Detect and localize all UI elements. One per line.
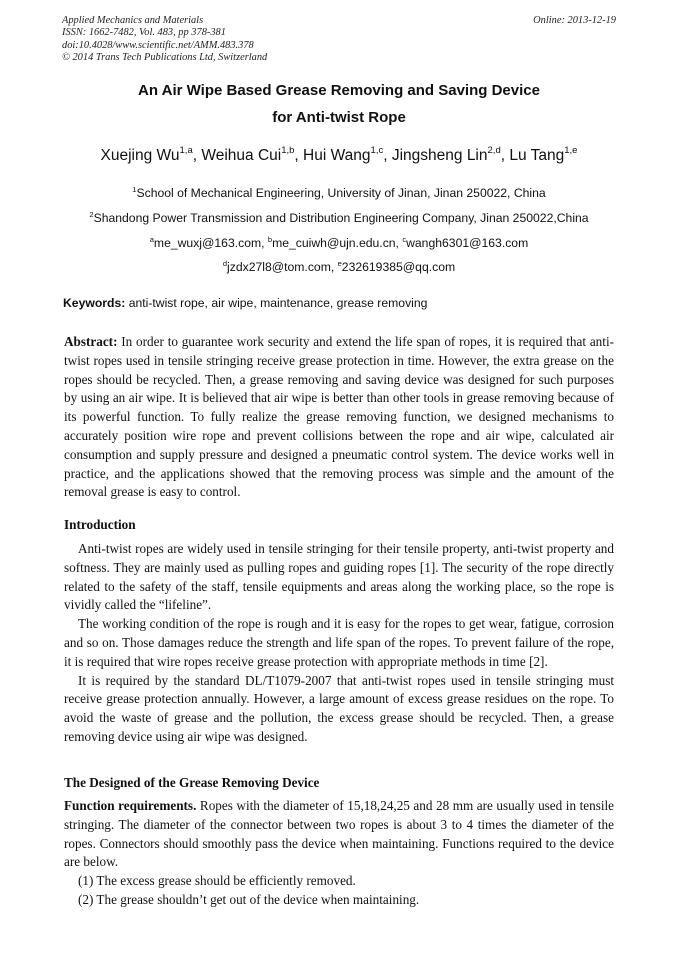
affiliation-text: School of Mechanical Engineering, University of Jinan, Jinan 250022, China bbox=[136, 186, 546, 200]
online-date: Online: 2013-12-19 bbox=[533, 15, 616, 26]
function-requirements-text: Ropes with the diameter of 15,18,24,25 and 28 mm are usually used in tensile stringing. The diameter of the connector between two ropes is about 3 to 4 times the diameter of the ropes. Connectors should smoothly pass the device when maintaining. Functions required to the device are below. bbox=[64, 798, 615, 870]
author-separator: , bbox=[500, 147, 510, 164]
function-requirements-label: Function requirements. bbox=[64, 798, 197, 813]
email-mark: b bbox=[267, 235, 273, 244]
design-body bbox=[64, 797, 614, 910]
affiliation-text: Shandong Power Transmission and Distribution Engineering Company, Jinan 250022,China bbox=[93, 211, 589, 225]
introduction-body bbox=[64, 540, 614, 747]
author-affiliation-mark: 2,d bbox=[487, 145, 501, 156]
author-name: Jingsheng Lin bbox=[391, 147, 488, 164]
paper-title-line-1: An Air Wipe Based Grease Removing and Saving Device bbox=[138, 82, 540, 99]
author bbox=[392, 147, 510, 164]
email-address: wangh6301@163.com bbox=[406, 236, 529, 250]
author-name: Xuejing Wu bbox=[100, 147, 180, 164]
section-heading-introduction: Introduction bbox=[64, 517, 136, 532]
email-mark: a bbox=[149, 235, 154, 244]
author-affiliation-mark: 1,c bbox=[370, 145, 384, 156]
author-name: Weihua Cui bbox=[201, 147, 282, 164]
email-mark: d bbox=[222, 259, 228, 268]
author-name: Hui Wang bbox=[303, 147, 371, 164]
paper-title-line-2: for Anti-twist Rope bbox=[272, 109, 406, 126]
email-address: me_wuxj@163.com, bbox=[153, 236, 268, 250]
affiliation-2 bbox=[0, 211, 678, 225]
affiliation-mark: 1 bbox=[132, 185, 137, 194]
abstract-label: Abstract: bbox=[64, 334, 118, 349]
affiliation-mark: 2 bbox=[89, 210, 94, 219]
journal-issn: ISSN: 1662-7482, Vol. 483, pp 378-381 bbox=[62, 27, 226, 39]
abstract bbox=[64, 333, 614, 502]
author-separator: , bbox=[192, 147, 202, 164]
author-affiliation-mark: 1,e bbox=[564, 145, 578, 156]
requirement-item-2: (2) The grease shouldn’t get out of the device when maintaining. bbox=[78, 891, 420, 907]
keywords bbox=[63, 296, 615, 310]
author-separator: , bbox=[383, 147, 392, 164]
keywords-label: Keywords: bbox=[63, 296, 126, 310]
author bbox=[201, 147, 303, 164]
abstract-text: In order to guarantee work security and extend the life span of ropes, it is required that anti-twist ropes used in tensile stringing receive grease protection in time. However, the extra grease on the ropes should be recycled. Then, a grease removing and saving device was designed for such purposes by using an air wipe. It is believed that air wipe is better than other tools in grease removing because of its powerful function. To fully realize the grease removing function, we designed mechanisms to accurately position wire rope and prevent collisions between the rope and air wipe, calculated air consumption and supply pressure and designed a pneumatic control system. The device works well in practice, and the applications showed that the removing process was simple and the amount of the removal grease is easy to control. bbox=[64, 334, 614, 500]
author-list bbox=[0, 147, 678, 165]
email-address: jzdx27l8@tom.com, bbox=[227, 260, 338, 274]
email-address: me_cuiwh@ujn.edu.cn, bbox=[272, 236, 403, 250]
email-mark: e bbox=[337, 259, 342, 268]
intro-paragraph-1: Anti-twist ropes are widely used in tensile stringing for their tensile property, anti-twist property and softness. They are mainly used as pulling ropes and guiding ropes [1]. The security of the rope directly related to the safety of the staff, tensile equipments and areas along the working place, so the rope is vividly called the “lifeline”. bbox=[64, 541, 614, 613]
journal-header bbox=[62, 15, 616, 65]
keywords-text: anti-twist rope, air wipe, maintenance, grease removing bbox=[125, 296, 428, 310]
intro-paragraph-3: It is required by the standard DL/T1079-2007 that anti-twist ropes used in tensile stringing must receive grease protection annually. However, a large amount of excess grease residues on the rope. To avoid the waste of grease and the pollution, the excess grease should be recycled. Then, a grease removing device using air wipe was designed. bbox=[64, 672, 614, 744]
author bbox=[303, 147, 392, 164]
journal-name: Applied Mechanics and Materials bbox=[62, 15, 204, 26]
email-address: 232619385@qq.com bbox=[341, 260, 456, 274]
author-separator: , bbox=[294, 147, 304, 164]
author-affiliation-mark: 1,a bbox=[179, 145, 193, 156]
author bbox=[509, 147, 577, 164]
journal-copyright: © 2014 Trans Tech Publications Ltd, Switzerland bbox=[62, 52, 268, 64]
author-name: Lu Tang bbox=[509, 147, 565, 164]
affiliation-1 bbox=[0, 186, 678, 200]
email-mark: c bbox=[402, 235, 407, 244]
section-heading-design: The Designed of the Grease Removing Device bbox=[64, 775, 320, 790]
requirement-item-1: (1) The excess grease should be efficiently removed. bbox=[78, 873, 356, 889]
intro-paragraph-2: The working condition of the rope is rough and it is easy for the ropes to get wear, fatigue, corrosion and so on. Those damages reduce the strength and life span of the ropes. To prevent failure of the rope, it is required that wire ropes receive grease protection with appropriate methods in time [2]. bbox=[64, 616, 614, 669]
author bbox=[101, 147, 202, 164]
email-line-1 bbox=[0, 236, 678, 250]
journal-doi: doi:10.4028/www.scientific.net/AMM.483.378 bbox=[62, 39, 254, 51]
author-affiliation-mark: 1,b bbox=[281, 145, 295, 156]
email-line-2 bbox=[0, 260, 678, 274]
